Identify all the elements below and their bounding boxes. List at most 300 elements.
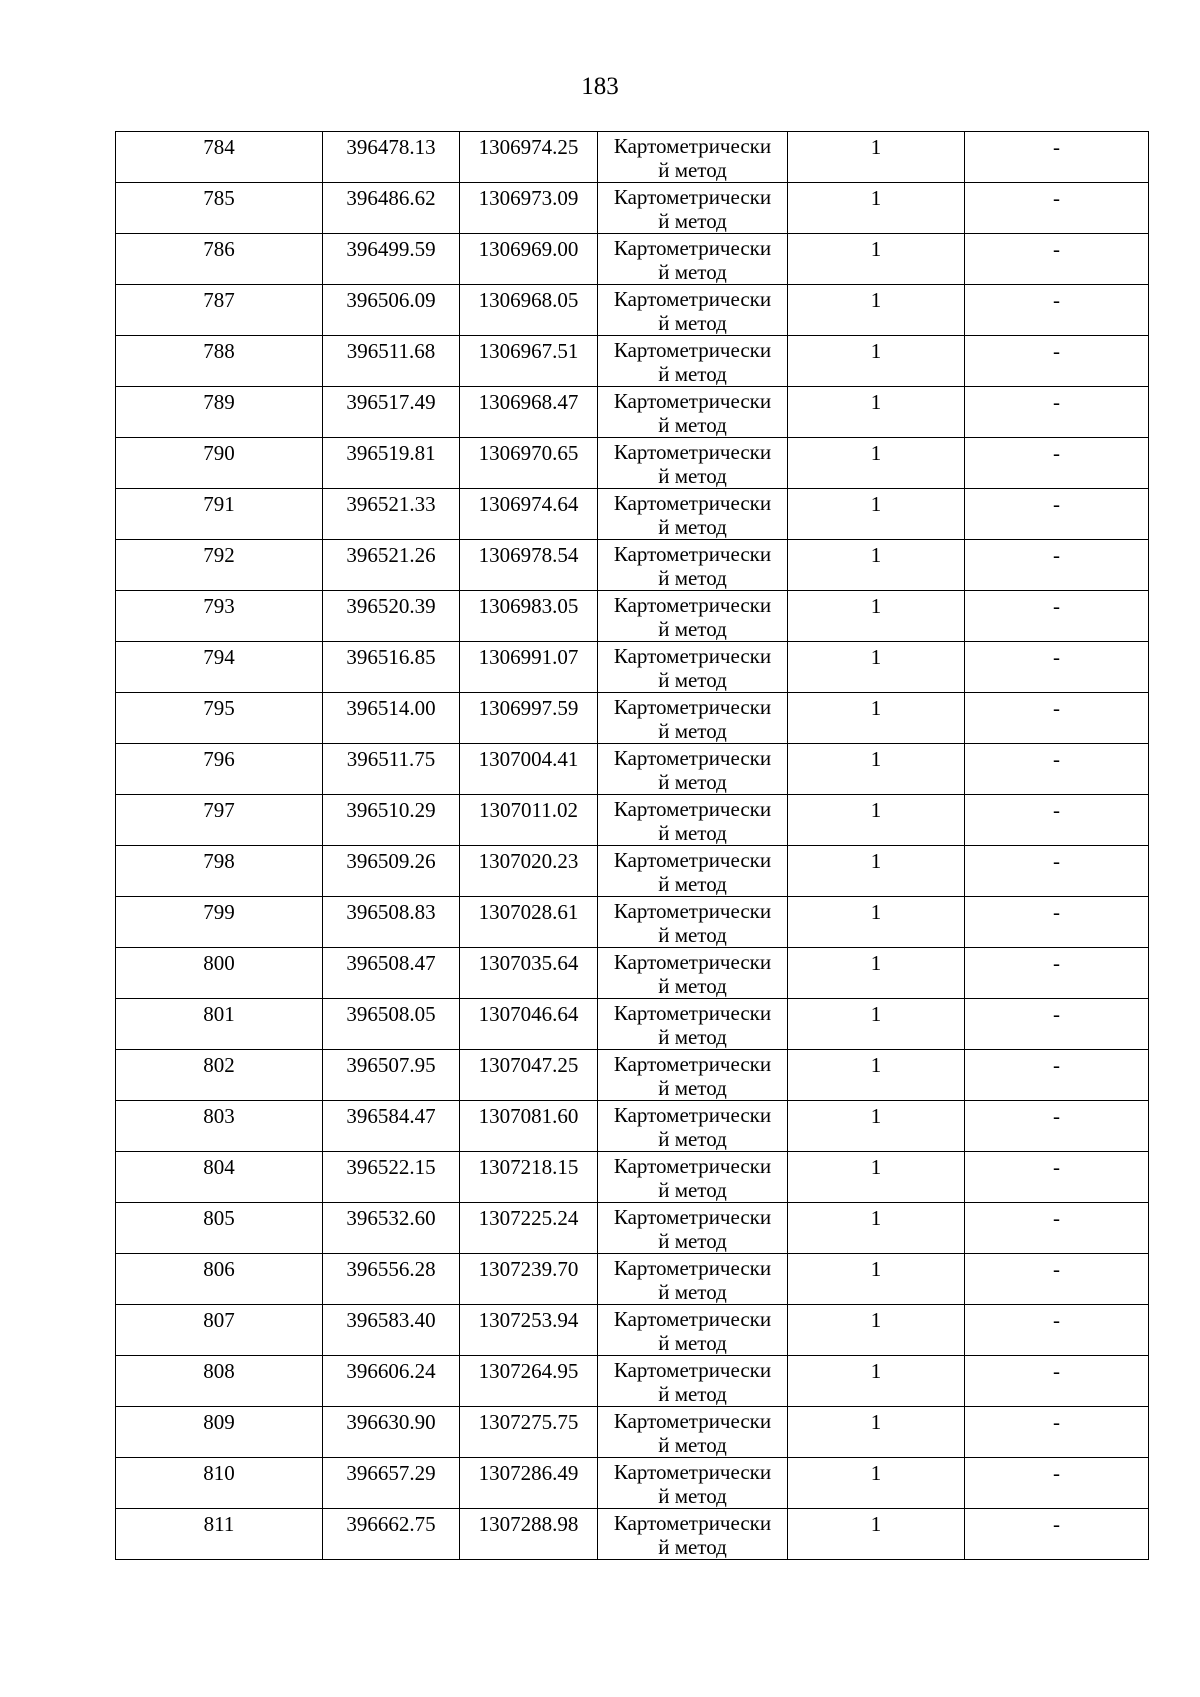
y-coordinate: 1306983.05 [478,594,579,618]
method-text [598,948,787,998]
y-coordinate-cell [460,540,598,591]
point-number-cell [116,591,323,642]
point-number: 801 [203,1002,235,1026]
x-coordinate: 396510.29 [346,798,436,822]
x-coordinate: 396478.13 [346,135,436,159]
note-cell [965,948,1149,999]
accuracy-cell [788,183,965,234]
method-line-1: Картометрически [613,950,772,974]
point-number: 789 [203,390,235,414]
note-cell [965,1050,1149,1101]
point-number-cell [116,183,323,234]
note-cell [965,234,1149,285]
note-cell [965,642,1149,693]
method-cell [598,438,788,489]
method-cell [598,1254,788,1305]
method-line-1: Картометрически [613,746,772,770]
table-row [116,132,1149,183]
point-number-cell [116,1509,323,1560]
table-row [116,234,1149,285]
method-line-1: Картометрически [613,185,772,209]
method-line-2: й метод [658,1076,727,1100]
method-cell [598,1050,788,1101]
method-text [598,183,787,233]
x-coordinate-cell [323,642,460,693]
method-cell [598,540,788,591]
y-coordinate-cell [460,132,598,183]
point-number-cell [116,1203,323,1254]
accuracy-value: 1 [870,1308,882,1332]
x-coordinate-cell [323,744,460,795]
y-coordinate-cell [460,1050,598,1101]
x-coordinate: 396499.59 [346,237,436,261]
table-row [116,183,1149,234]
y-coordinate-cell [460,387,598,438]
point-number-cell [116,540,323,591]
method-line-1: Картометрически [613,644,772,668]
accuracy-cell [788,693,965,744]
accuracy-cell [788,1407,965,1458]
table-row [116,540,1149,591]
point-number: 798 [203,849,235,873]
x-coordinate: 396522.15 [346,1155,436,1179]
y-coordinate-cell [460,948,598,999]
point-number: 796 [203,747,235,771]
method-text [598,438,787,488]
accuracy-cell [788,1152,965,1203]
point-number-cell [116,795,323,846]
accuracy-value: 1 [870,135,882,159]
x-coordinate: 396486.62 [346,186,436,210]
note-value: - [1053,594,1060,618]
x-coordinate-cell [323,1509,460,1560]
note-value: - [1053,696,1060,720]
method-line-1: Картометрически [613,797,772,821]
y-coordinate-cell [460,234,598,285]
x-coordinate-cell [323,234,460,285]
x-coordinate: 396508.05 [346,1002,436,1026]
note-value: - [1053,1461,1060,1485]
note-cell [965,591,1149,642]
note-cell [965,1203,1149,1254]
method-line-1: Картометрически [613,236,772,260]
y-coordinate-cell [460,1509,598,1560]
x-coordinate-cell [323,132,460,183]
table-row [116,1203,1149,1254]
accuracy-value: 1 [870,339,882,363]
note-cell [965,540,1149,591]
x-coordinate-cell [323,183,460,234]
table-row [116,846,1149,897]
point-number: 800 [203,951,235,975]
point-number: 786 [203,237,235,261]
table-row [116,999,1149,1050]
method-line-2: й метод [658,719,727,743]
y-coordinate: 1306997.59 [478,696,579,720]
method-line-2: й метод [658,923,727,947]
y-coordinate: 1307286.49 [478,1461,579,1485]
method-line-2: й метод [658,1280,727,1304]
y-coordinate-cell [460,1101,598,1152]
y-coordinate-cell [460,846,598,897]
method-line-2: й метод [658,1025,727,1049]
y-coordinate: 1307046.64 [478,1002,579,1026]
method-text [598,1254,787,1304]
method-cell [598,846,788,897]
accuracy-cell [788,744,965,795]
method-line-1: Картометрически [613,1358,772,1382]
method-cell [598,1356,788,1407]
accuracy-value: 1 [870,951,882,975]
note-value: - [1053,186,1060,210]
method-cell [598,387,788,438]
x-coordinate-cell [323,1305,460,1356]
y-coordinate: 1307035.64 [478,951,579,975]
method-cell [598,1305,788,1356]
method-text [598,897,787,947]
method-line-1: Картометрически [613,338,772,362]
method-line-2: й метод [658,1331,727,1355]
x-coordinate: 396521.33 [346,492,436,516]
table-row [116,1305,1149,1356]
method-text [598,1407,787,1457]
x-coordinate: 396584.47 [346,1104,436,1128]
x-coordinate-cell [323,795,460,846]
method-cell [598,999,788,1050]
method-line-2: й метод [658,1535,727,1559]
note-cell [965,183,1149,234]
note-cell [965,1356,1149,1407]
y-coordinate-cell [460,489,598,540]
table-row [116,1458,1149,1509]
method-text [598,1356,787,1406]
point-number-cell [116,1254,323,1305]
note-cell [965,846,1149,897]
method-line-2: й метод [658,413,727,437]
method-line-2: й метод [658,158,727,182]
y-coordinate: 1307020.23 [478,849,579,873]
note-value: - [1053,1359,1060,1383]
accuracy-value: 1 [870,186,882,210]
accuracy-cell [788,1509,965,1560]
y-coordinate-cell [460,1458,598,1509]
y-coordinate-cell [460,1203,598,1254]
y-coordinate: 1307253.94 [478,1308,579,1332]
y-coordinate: 1307288.98 [478,1512,579,1536]
method-cell [598,897,788,948]
method-line-1: Картометрически [613,389,772,413]
accuracy-cell [788,387,965,438]
x-coordinate-cell [323,1458,460,1509]
method-text [598,795,787,845]
note-cell [965,336,1149,387]
method-line-2: й метод [658,566,727,590]
y-coordinate-cell [460,744,598,795]
accuracy-cell [788,1305,965,1356]
y-coordinate-cell [460,1407,598,1458]
method-line-2: й метод [658,617,727,641]
method-line-1: Картометрически [613,1460,772,1484]
point-number: 811 [203,1512,235,1536]
method-line-2: й метод [658,209,727,233]
note-cell [965,1458,1149,1509]
y-coordinate-cell [460,1305,598,1356]
method-text [598,591,787,641]
point-number: 807 [203,1308,235,1332]
note-cell [965,1509,1149,1560]
x-coordinate: 396508.83 [346,900,436,924]
note-value: - [1053,288,1060,312]
method-text [598,1203,787,1253]
method-text [598,999,787,1049]
x-coordinate-cell [323,999,460,1050]
method-text [598,846,787,896]
y-coordinate: 1306974.64 [478,492,579,516]
point-number-cell [116,1152,323,1203]
x-coordinate: 396662.75 [346,1512,436,1536]
method-text [598,744,787,794]
note-value: - [1053,237,1060,261]
note-value: - [1053,1257,1060,1281]
x-coordinate-cell [323,948,460,999]
method-line-2: й метод [658,872,727,896]
accuracy-cell [788,591,965,642]
accuracy-cell [788,1254,965,1305]
x-coordinate-cell [323,438,460,489]
y-coordinate: 1306978.54 [478,543,579,567]
x-coordinate-cell [323,897,460,948]
method-line-1: Картометрически [613,287,772,311]
x-coordinate: 396507.95 [346,1053,436,1077]
method-cell [598,1458,788,1509]
point-number-cell [116,336,323,387]
point-number: 809 [203,1410,235,1434]
method-text [598,1152,787,1202]
method-line-1: Картометрически [613,1001,772,1025]
y-coordinate-cell [460,642,598,693]
method-cell [598,693,788,744]
y-coordinate: 1307028.61 [478,900,579,924]
table-row [116,744,1149,795]
x-coordinate: 396657.29 [346,1461,436,1485]
x-coordinate: 396517.49 [346,390,436,414]
method-line-1: Картометрически [613,899,772,923]
point-number-cell [116,1356,323,1407]
point-number: 790 [203,441,235,465]
point-number: 794 [203,645,235,669]
x-coordinate-cell [323,489,460,540]
note-cell [965,744,1149,795]
x-coordinate: 396516.85 [346,645,436,669]
x-coordinate: 396521.26 [346,543,436,567]
y-coordinate: 1307004.41 [478,747,579,771]
x-coordinate: 396511.75 [346,747,436,771]
method-line-2: й метод [658,770,727,794]
accuracy-cell [788,795,965,846]
x-coordinate: 396509.26 [346,849,436,873]
point-number: 784 [203,135,235,159]
x-coordinate-cell [323,1152,460,1203]
y-coordinate: 1307218.15 [478,1155,579,1179]
method-cell [598,591,788,642]
x-coordinate-cell [323,1203,460,1254]
method-text [598,1509,787,1559]
point-number: 805 [203,1206,235,1230]
accuracy-value: 1 [870,900,882,924]
accuracy-value: 1 [870,849,882,873]
method-line-2: й метод [658,362,727,386]
note-value: - [1053,543,1060,567]
table-row [116,897,1149,948]
note-cell [965,438,1149,489]
x-coordinate: 396630.90 [346,1410,436,1434]
x-coordinate-cell [323,846,460,897]
method-line-1: Картометрически [613,1154,772,1178]
method-text [598,489,787,539]
accuracy-value: 1 [870,696,882,720]
y-coordinate-cell [460,795,598,846]
method-text [598,1305,787,1355]
accuracy-value: 1 [870,237,882,261]
point-number: 788 [203,339,235,363]
point-number-cell [116,1305,323,1356]
y-coordinate: 1306970.65 [478,441,579,465]
method-cell [598,744,788,795]
point-number: 795 [203,696,235,720]
x-coordinate-cell [323,693,460,744]
table-row [116,1509,1149,1560]
point-number-cell [116,387,323,438]
method-cell [598,1509,788,1560]
table-row [116,1050,1149,1101]
method-line-2: й метод [658,974,727,998]
method-line-2: й метод [658,1382,727,1406]
method-line-1: Картометрически [613,593,772,617]
x-coordinate: 396511.68 [346,339,436,363]
accuracy-cell [788,1101,965,1152]
table-row [116,336,1149,387]
y-coordinate: 1306968.47 [478,390,579,414]
coordinates-table-body [116,132,1149,1560]
method-line-2: й метод [658,668,727,692]
note-value: - [1053,1053,1060,1077]
accuracy-value: 1 [870,1410,882,1434]
note-value: - [1053,135,1060,159]
y-coordinate-cell [460,1356,598,1407]
accuracy-value: 1 [870,1053,882,1077]
method-line-1: Картометрически [613,134,772,158]
note-value: - [1053,492,1060,516]
method-line-1: Картометрически [613,848,772,872]
method-cell [598,1407,788,1458]
y-coordinate: 1307275.75 [478,1410,579,1434]
y-coordinate: 1307047.25 [478,1053,579,1077]
note-cell [965,1254,1149,1305]
method-line-2: й метод [658,260,727,284]
accuracy-value: 1 [870,441,882,465]
note-value: - [1053,747,1060,771]
y-coordinate-cell [460,999,598,1050]
note-value: - [1053,951,1060,975]
note-cell [965,795,1149,846]
y-coordinate: 1306967.51 [478,339,579,363]
y-coordinate-cell [460,591,598,642]
method-text [598,132,787,182]
note-value: - [1053,645,1060,669]
x-coordinate: 396519.81 [346,441,436,465]
accuracy-value: 1 [870,1155,882,1179]
note-cell [965,1305,1149,1356]
method-line-1: Картометрически [613,1409,772,1433]
y-coordinate-cell [460,1254,598,1305]
x-coordinate: 396520.39 [346,594,436,618]
x-coordinate-cell [323,1101,460,1152]
method-line-1: Картометрически [613,440,772,464]
point-number: 792 [203,543,235,567]
accuracy-value: 1 [870,594,882,618]
y-coordinate-cell [460,336,598,387]
point-number-cell [116,999,323,1050]
accuracy-cell [788,336,965,387]
point-number: 806 [203,1257,235,1281]
accuracy-value: 1 [870,1461,882,1485]
y-coordinate-cell [460,438,598,489]
method-text [598,1458,787,1508]
note-value: - [1053,1104,1060,1128]
table-row [116,591,1149,642]
note-value: - [1053,849,1060,873]
note-cell [965,285,1149,336]
method-cell [598,1203,788,1254]
y-coordinate: 1306968.05 [478,288,579,312]
accuracy-cell [788,642,965,693]
note-cell [965,489,1149,540]
point-number-cell [116,132,323,183]
method-line-2: й метод [658,464,727,488]
y-coordinate-cell [460,693,598,744]
method-line-1: Картометрически [613,1103,772,1127]
accuracy-cell [788,846,965,897]
table-row [116,642,1149,693]
note-cell [965,693,1149,744]
point-number-cell [116,1407,323,1458]
method-cell [598,132,788,183]
method-line-2: й метод [658,1127,727,1151]
accuracy-cell [788,948,965,999]
note-value: - [1053,1155,1060,1179]
method-cell [598,336,788,387]
method-cell [598,183,788,234]
method-cell [598,795,788,846]
note-value: - [1053,1206,1060,1230]
accuracy-value: 1 [870,798,882,822]
accuracy-cell [788,1458,965,1509]
method-text [598,642,787,692]
y-coordinate: 1306991.07 [478,645,579,669]
accuracy-value: 1 [870,1512,882,1536]
point-number: 785 [203,186,235,210]
point-number-cell [116,897,323,948]
point-number: 803 [203,1104,235,1128]
accuracy-value: 1 [870,390,882,414]
method-line-1: Картометрически [613,1205,772,1229]
accuracy-cell [788,285,965,336]
table-row [116,693,1149,744]
x-coordinate: 396514.00 [346,696,436,720]
accuracy-cell [788,999,965,1050]
accuracy-cell [788,132,965,183]
table-row [116,489,1149,540]
